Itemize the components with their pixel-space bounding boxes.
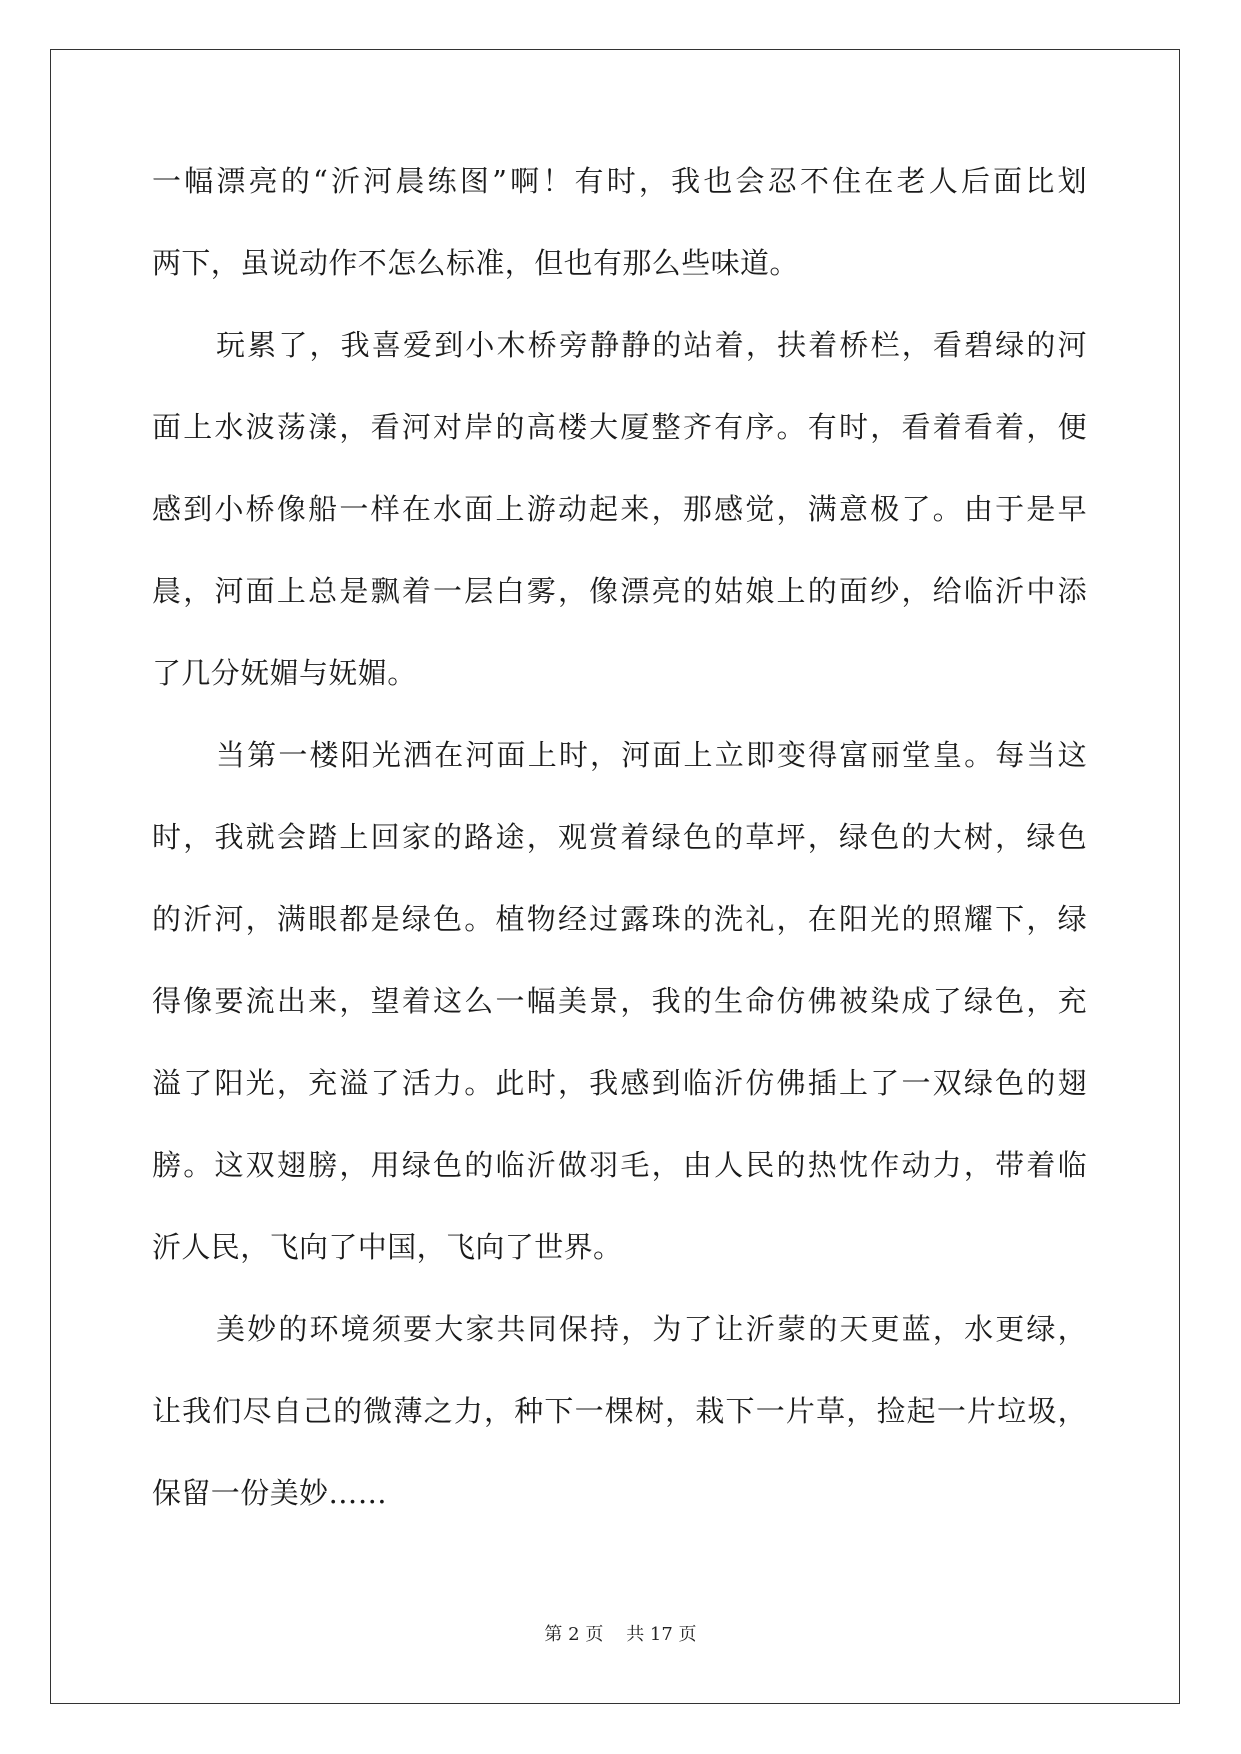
text-line: 一幅漂亮的“沂河晨练图”啊！有时，我也会忍不住在老人后面比划 xyxy=(152,164,1087,198)
text-line: 了几分妩媚与妩媚。 xyxy=(152,656,417,690)
text-line: 晨，河面上总是飘着一层白雾，像漂亮的姑娘上的面纱，给临沂中添 xyxy=(152,574,1087,608)
text-line: 时，我就会踏上回家的路途，观赏着绿色的草坪，绿色的大树，绿色 xyxy=(152,820,1087,854)
paragraph-start-line: 美妙的环境须要大家共同保持，为了让沂蒙的天更蓝，水更绿， xyxy=(216,1312,1087,1346)
document-body xyxy=(152,163,1087,1557)
text-line: 溢了阳光，充溢了活力。此时，我感到临沂仿佛插上了一双绿色的翅 xyxy=(152,1066,1087,1100)
text-line: 感到小桥像船一样在水面上游动起来，那感觉，满意极了。由于是早 xyxy=(152,492,1087,526)
text-line: 膀。这双翅膀，用绿色的临沂做羽毛，由人民的热忱作动力，带着临 xyxy=(152,1148,1087,1182)
paragraph-start-line: 当第一楼阳光洒在河面上时，河面上立即变得富丽堂皇。每当这 xyxy=(216,738,1087,772)
text-line: 得像要流出来，望着这么一幅美景，我的生命仿佛被染成了绿色，充 xyxy=(152,984,1087,1018)
text-line: 面上水波荡漾，看河对岸的高楼大厦整齐有序。有时，看着看着，便 xyxy=(152,410,1087,444)
paragraph-start-line: 玩累了，我喜爱到小木桥旁静静的站着，扶着桥栏，看碧绿的河 xyxy=(216,328,1087,362)
page-number-footer: 第 2 页 共 17 页 xyxy=(544,1624,697,1645)
text-line: 的沂河，满眼都是绿色。植物经过露珠的洗礼，在阳光的照耀下，绿 xyxy=(152,902,1087,936)
text-line: 沂人民，飞向了中国，飞向了世界。 xyxy=(152,1230,623,1264)
text-line: 保留一份美妙…… xyxy=(152,1476,388,1510)
text-line: 让我们尽自己的微薄之力，种下一棵树，栽下一片草，捡起一片垃圾， xyxy=(152,1394,1087,1428)
text-line: 两下，虽说动作不怎么标准，但也有那么些味道。 xyxy=(152,246,799,280)
